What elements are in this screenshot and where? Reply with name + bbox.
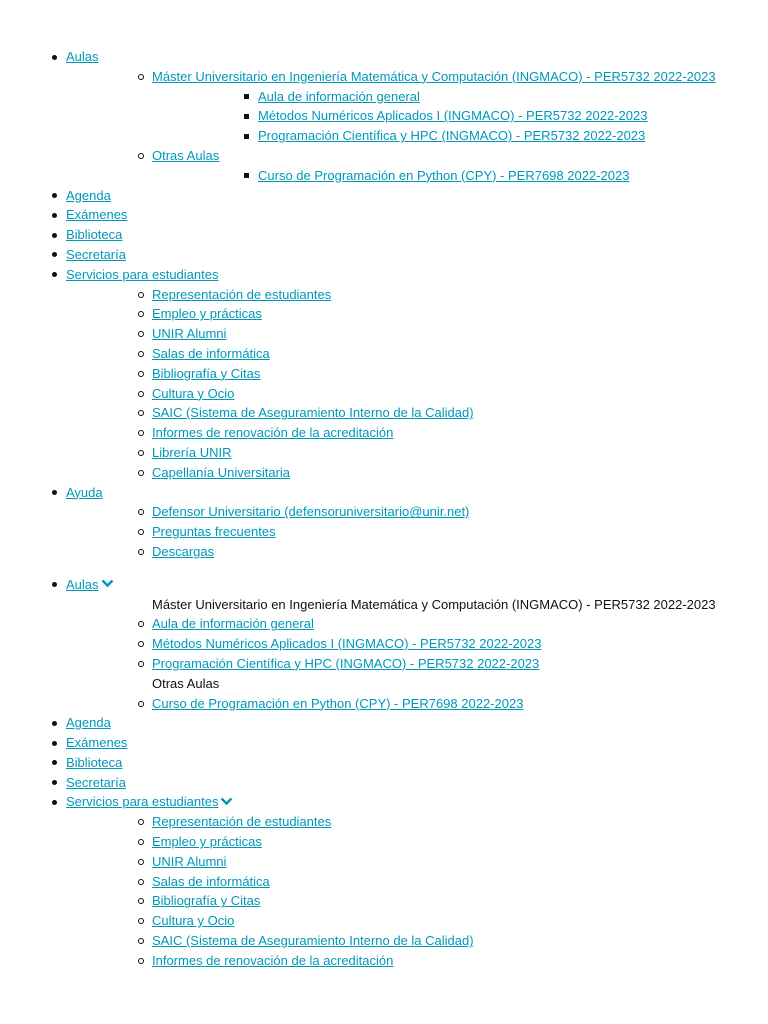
menu2-item-secretaria	[0, 773, 768, 793]
descargas-link[interactable]: Descargas	[152, 543, 215, 559]
menu2-item-bibliografia	[66, 891, 768, 911]
menu2-item-biblioteca	[0, 753, 768, 773]
menu-item-examenes	[0, 205, 768, 225]
biblioteca-link-2[interactable]: Biblioteca	[66, 754, 123, 770]
cultura-link-2[interactable]: Cultura y Ocio	[152, 913, 235, 929]
secretaria-link[interactable]: Secretaría	[66, 246, 126, 262]
defensor-link[interactable]: Defensor Universitario (defensoruniversitario@unir.net)	[152, 504, 470, 520]
chevron-down-icon[interactable]	[101, 574, 114, 594]
informes-link-2[interactable]: Informes de renovación de la acreditación	[152, 952, 394, 968]
menu-item-servicios	[0, 265, 768, 483]
ayuda-link[interactable]: Ayuda	[66, 484, 103, 500]
examenes-link[interactable]: Exámenes	[66, 207, 128, 223]
examenes-link-2[interactable]: Exámenes	[66, 735, 128, 751]
master-link[interactable]: Máster Universitario en Ingeniería Matemática y Computación (INGMACO) - PER5732 2022-2023	[152, 68, 716, 84]
informes-link[interactable]: Informes de renovación de la acreditación	[152, 425, 394, 441]
menu2-item-alumni	[66, 852, 768, 872]
programacion-link[interactable]: Programación Científica y HPC (INGMACO) - PER5732 2022-2023	[258, 128, 646, 144]
curso-python-link[interactable]: Curso de Programación en Python (CPY) - PER7698 2022-2023	[258, 167, 630, 183]
menu2-item-programacion	[66, 654, 768, 674]
aulas-link[interactable]: Aulas	[66, 49, 99, 64]
programacion-link-2[interactable]: Programación Científica y HPC (INGMACO) - PER5732 2022-2023	[152, 655, 540, 671]
aula-info-link[interactable]: Aula de información general	[258, 88, 420, 104]
menu2-heading-master: Máster Universitario en Ingeniería Matemática y Computación (INGMACO) - PER5732 2022-2023	[152, 596, 716, 612]
menu2-item-empleo	[66, 832, 768, 852]
menu-item-alumni	[66, 324, 768, 344]
menu-item-descargas	[66, 542, 768, 562]
menu2-item-representacion	[66, 812, 768, 832]
saic-link[interactable]: SAIC (Sistema de Aseguramiento Interno de la Calidad)	[152, 405, 474, 421]
menu2-item-agenda	[0, 713, 768, 733]
libreria-link[interactable]: Librería UNIR	[152, 444, 232, 460]
menu-item-metodos	[152, 106, 768, 126]
aula-info-link-2[interactable]: Aula de información general	[152, 616, 314, 632]
menu2-item-aula-info	[66, 614, 768, 634]
menu2-item-metodos	[66, 634, 768, 654]
menu2-item-informes	[66, 951, 768, 971]
menu2-heading-otras-aulas: Otras Aulas	[152, 675, 220, 691]
menu-item-informes	[66, 423, 768, 443]
empleo-link[interactable]: Empleo y prácticas	[152, 306, 262, 322]
representacion-link[interactable]: Representación de estudiantes	[152, 286, 332, 302]
menu-item-bibliografia	[66, 364, 768, 384]
bibliografia-link-2[interactable]: Bibliografía y Citas	[152, 893, 261, 909]
metodos-link[interactable]: Métodos Numéricos Aplicados I (INGMACO) - PER5732 2022-2023	[258, 108, 648, 124]
cultura-link[interactable]: Cultura y Ocio	[152, 385, 235, 401]
menu-item-preguntas	[66, 522, 768, 542]
menu2-item-cultura	[66, 911, 768, 931]
menu-item-representacion	[66, 285, 768, 305]
servicios-link[interactable]: Servicios para estudiantes	[66, 266, 219, 282]
alumni-link[interactable]: UNIR Alumni	[152, 326, 227, 342]
servicios-dropdown-link[interactable]: Servicios para estudiantes	[66, 794, 219, 810]
menu2-item-curso-python	[66, 694, 768, 714]
chevron-down-icon[interactable]	[220, 792, 233, 812]
preguntas-link[interactable]: Preguntas frecuentes	[152, 524, 276, 540]
empleo-link-2[interactable]: Empleo y prácticas	[152, 834, 262, 850]
salas-link[interactable]: Salas de informática	[152, 345, 270, 361]
menu-item-biblioteca	[0, 225, 768, 245]
metodos-link-2[interactable]: Métodos Numéricos Aplicados I (INGMACO) - PER5732 2022-2023	[152, 636, 542, 652]
menu2-item-salas	[66, 872, 768, 892]
menu-item-secretaria	[0, 245, 768, 265]
agenda-link-2[interactable]: Agenda	[66, 715, 111, 731]
menu-item-defensor	[66, 502, 768, 522]
salas-link-2[interactable]: Salas de informática	[152, 873, 270, 889]
menu-item-libreria	[66, 443, 768, 463]
menu-item-salas	[66, 344, 768, 364]
menu2-item-servicios	[0, 792, 768, 970]
secretaria-link-2[interactable]: Secretaría	[66, 774, 126, 790]
menu-item-otras-aulas	[66, 146, 768, 186]
biblioteca-link[interactable]: Biblioteca	[66, 227, 123, 243]
menu-item-capellania	[66, 463, 768, 483]
menu-item-ayuda	[0, 483, 768, 562]
capellania-link[interactable]: Capellanía Universitaria	[152, 464, 291, 480]
otras-aulas-link[interactable]: Otras Aulas	[152, 147, 220, 163]
nav-menu-dropdown	[0, 575, 768, 971]
curso-python-link-2[interactable]: Curso de Programación en Python (CPY) - PER7698 2022-2023	[152, 695, 524, 711]
menu-item-curso-python	[152, 166, 768, 186]
agenda-link[interactable]: Agenda	[66, 187, 111, 203]
menu2-item-examenes	[0, 733, 768, 753]
menu-item-agenda	[0, 186, 768, 206]
saic-link-2[interactable]: SAIC (Sistema de Aseguramiento Interno de la Calidad)	[152, 933, 474, 949]
nav-menu-full	[0, 47, 768, 562]
menu-item-programacion	[152, 126, 768, 146]
menu2-item-saic	[66, 931, 768, 951]
menu-item-master	[66, 67, 768, 146]
menu2-item-aulas	[0, 575, 768, 714]
aulas-dropdown-link[interactable]: Aulas	[66, 576, 99, 592]
menu-item-aula-info	[152, 87, 768, 107]
menu-item-cultura	[66, 384, 768, 404]
representacion-link-2[interactable]: Representación de estudiantes	[152, 814, 332, 830]
menu-item-empleo	[66, 304, 768, 324]
menu-item-saic	[66, 403, 768, 423]
menu-item-aulas	[0, 47, 768, 186]
alumni-link-2[interactable]: UNIR Alumni	[152, 853, 227, 869]
bibliografia-link[interactable]: Bibliografía y Citas	[152, 365, 261, 381]
